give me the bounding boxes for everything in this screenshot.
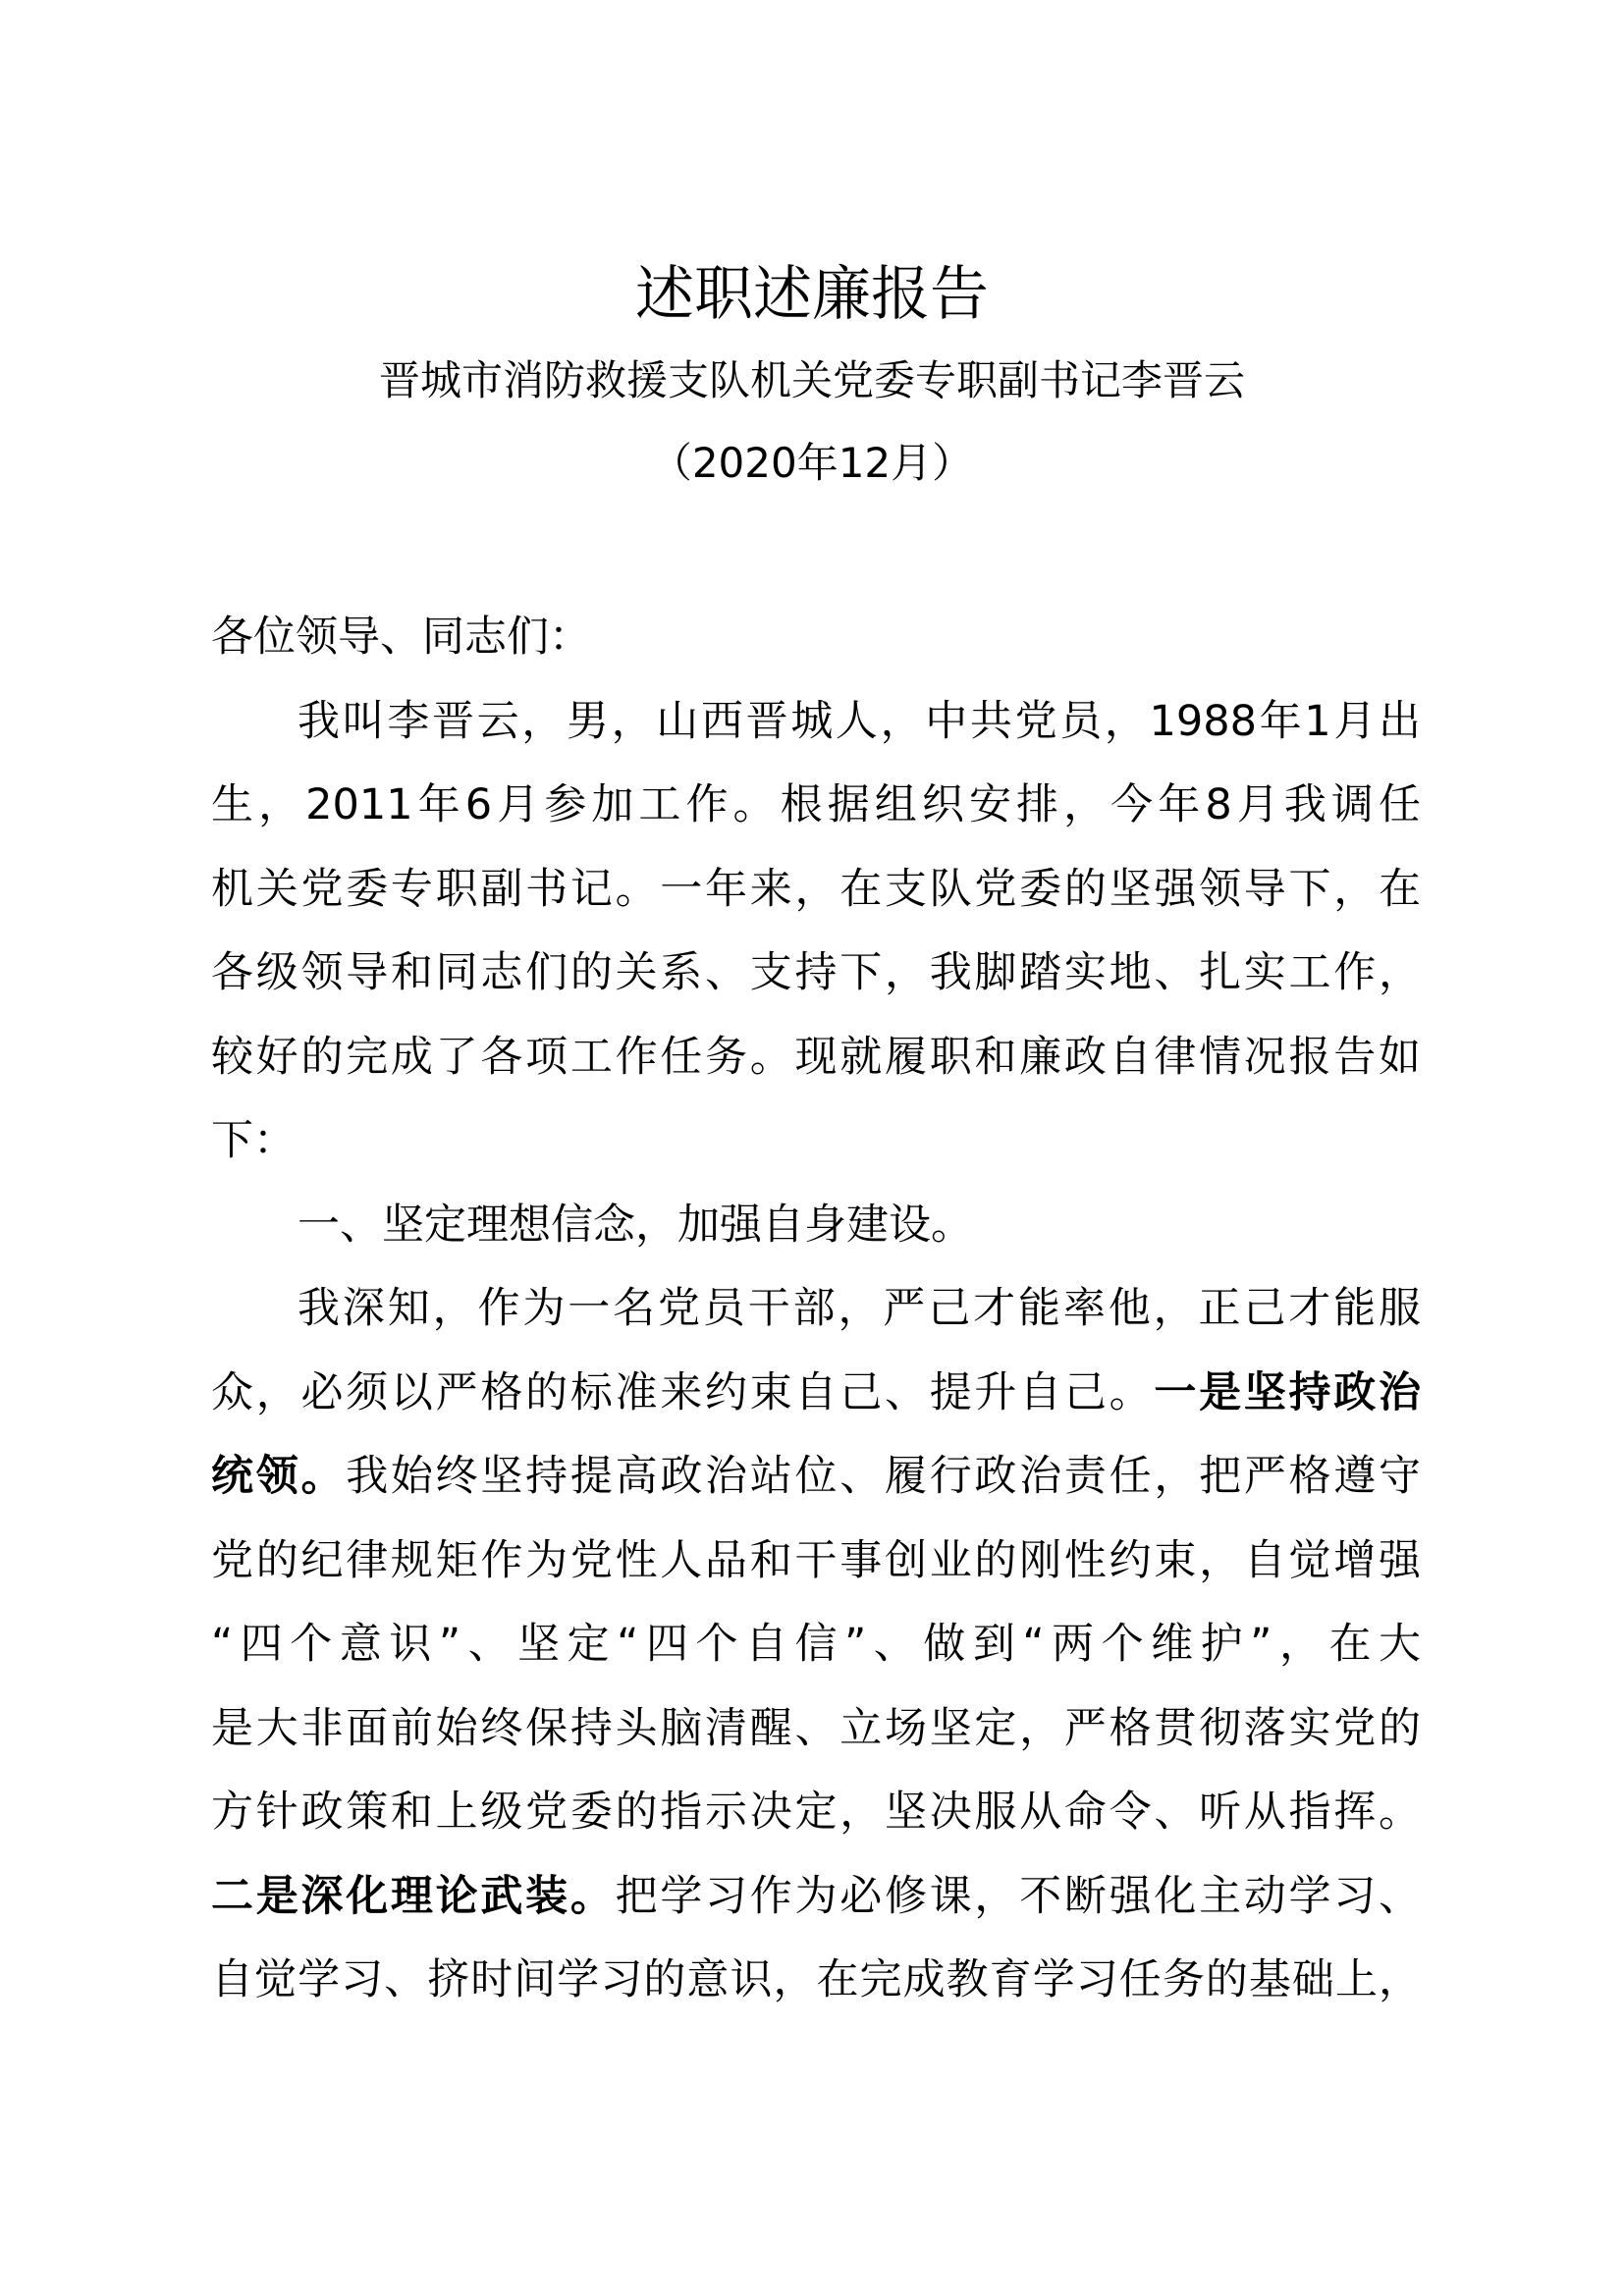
text-line	[211, 1267, 1421, 1352]
bold-text: 一是坚持政治	[1154, 1367, 1421, 1417]
text-line	[211, 1687, 1421, 1772]
text-line	[211, 1855, 1421, 1940]
text: 我深知，作为一名党员干部，严己才能率他，正己才能服	[298, 1284, 1421, 1333]
text: 各级领导和同志们的关系、支持下，我脚踏实地、扎实工作，	[211, 948, 1421, 997]
text: 把学习作为必修课，不断强化主动学习、	[615, 1871, 1421, 1921]
text: 一、坚定理想信念，加强自身建设。	[298, 1200, 973, 1250]
text-line	[211, 1939, 1421, 2023]
bold-text: 统领。	[211, 1452, 347, 1501]
text: 党的纪律规矩作为党性人品和干事创业的刚性约束，自觉增强	[211, 1535, 1421, 1585]
document-body	[211, 596, 1421, 2023]
document-date: （2020年12月）	[650, 439, 974, 487]
text-line	[211, 848, 1421, 933]
text-line	[211, 1435, 1421, 1520]
text-line	[211, 932, 1421, 1016]
text: 众，必须以严格的标准来约束自己、提升自己。	[211, 1367, 1155, 1417]
text: 我始终坚持提高政治站位、履行政治责任，把严格遵守	[346, 1452, 1421, 1501]
text-line	[211, 1016, 1421, 1100]
text-line	[211, 1352, 1421, 1436]
text: 机关党委专职副书记。一年来，在支队党委的坚强领导下，在	[211, 864, 1421, 914]
text: 我叫李晋云，男，山西晋城人，中共党员，1988年1月出	[298, 696, 1421, 746]
text-line	[211, 1099, 1421, 1184]
document-subtitle: 晋城市消防救援支队机关党委专职副书记李晋云	[378, 356, 1245, 404]
bold-text: 二是深化理论武装。	[211, 1871, 616, 1921]
text-line	[211, 764, 1421, 848]
text-line	[211, 1520, 1421, 1604]
text-line	[211, 596, 1421, 680]
text-line	[211, 1603, 1421, 1687]
text: 生，2011年6月参加工作。根据组织安排，今年8月我调任	[211, 780, 1421, 829]
text-line	[211, 680, 1421, 765]
document-title: 述职述廉报告	[635, 260, 989, 329]
text-line	[211, 1771, 1421, 1855]
text: 自觉学习、挤时间学习的意识，在完成教育学习任务的基础上，	[211, 1955, 1421, 2004]
text: 是大非面前始终保持头脑清醒、立场坚定，严格贯彻落实党的	[211, 1703, 1421, 1753]
text: 下：	[211, 1116, 296, 1165]
text: 较好的完成了各项工作任务。现就履职和廉政自律情况报告如	[211, 1032, 1421, 1082]
text-line	[211, 1184, 1421, 1268]
text: 各位领导、同志们：	[211, 613, 591, 662]
text: 方针政策和上级党委的指示决定，坚决服从命令、听从指挥。	[211, 1788, 1421, 1837]
text: “四个意识”、坚定“四个自信”、做到“两个维护”，在大	[211, 1620, 1421, 1669]
